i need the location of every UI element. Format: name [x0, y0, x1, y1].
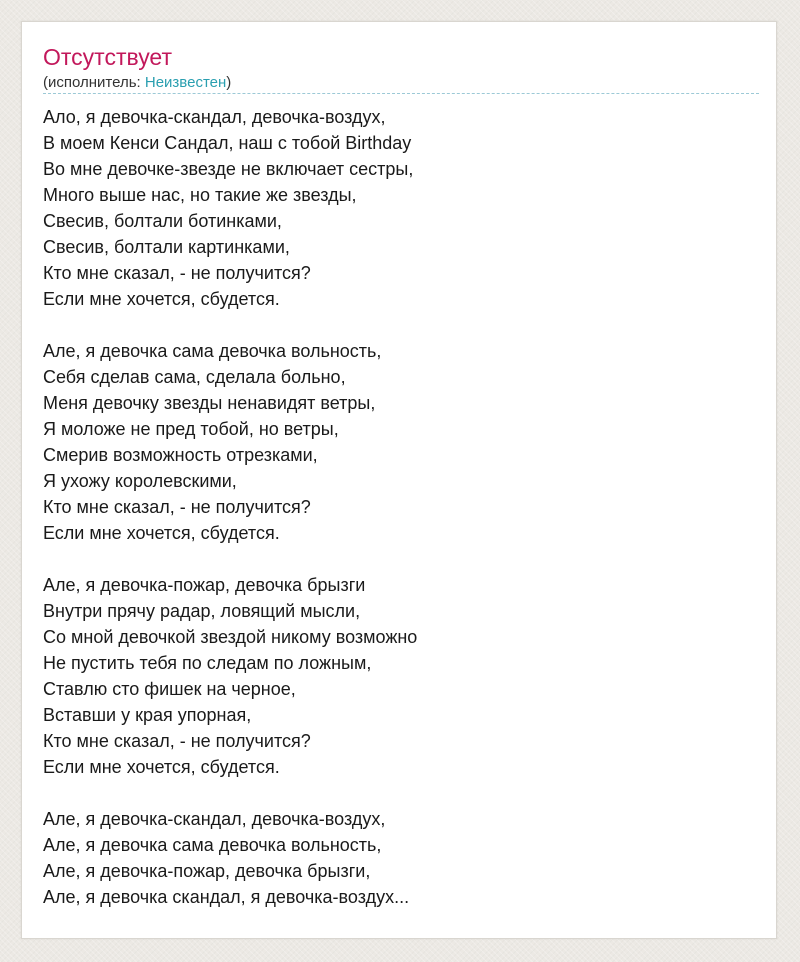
lyric-line: Себя сделав сама, сделала больно,	[43, 367, 346, 387]
lyric-line: Внутри прячу радар, ловящий мысли,	[43, 601, 361, 621]
lyric-line: Свесив, болтали картинками,	[43, 237, 290, 257]
lyric-line: Але, я девочка-скандал, девочка-воздух,	[43, 809, 386, 829]
lyric-line: Ало, я девочка-скандал, девочка-воздух,	[43, 107, 386, 127]
lyric-line: Если мне хочется, сбудется.	[43, 523, 280, 543]
lyric-line: Свесив, болтали ботинками,	[43, 211, 282, 231]
lyric-line: Але, я девочка-пожар, девочка брызги	[43, 575, 366, 595]
title-divider	[43, 93, 759, 94]
stanza-4	[43, 806, 759, 910]
lyric-line: Если мне хочется, сбудется.	[43, 757, 280, 777]
lyric-line: Але, я девочка сама девочка вольность,	[43, 835, 382, 855]
lyric-line: Ставлю сто фишек на черное,	[43, 679, 296, 699]
lyric-line: Если мне хочется, сбудется.	[43, 289, 280, 309]
lyric-line: Смерив возможность отрезками,	[43, 445, 318, 465]
lyric-line: Во мне девочке-звезде не включает сестры,	[43, 159, 414, 179]
lyric-line: Вставши у края упорная,	[43, 705, 252, 725]
lyric-line: Я ухожу королевскими,	[43, 471, 237, 491]
lyrics-card	[21, 21, 777, 939]
lyrics-body	[43, 104, 759, 936]
stanza-1	[43, 104, 759, 312]
artist-prefix: (исполнитель:	[43, 74, 145, 91]
stanza-2	[43, 338, 759, 546]
lyric-line: Я моложе не пред тобой, но ветры,	[43, 419, 339, 439]
song-title: Отсутствует	[43, 44, 172, 70]
lyric-line: Але, я девочка сама девочка вольность,	[43, 341, 382, 361]
lyric-line: Кто мне сказал, - не получится?	[43, 263, 311, 283]
artist-line	[43, 73, 231, 93]
lyric-line: Але, я девочка-пожар, девочка брызги,	[43, 861, 371, 881]
stanza-3	[43, 572, 759, 780]
lyric-line: Со мной девочкой звездой никому возможно	[43, 627, 418, 647]
lyric-line: Не пустить тебя по следам по ложным,	[43, 653, 372, 673]
lyric-line: В моем Кенси Сандал, наш с тобой Birthday	[43, 133, 412, 153]
artist-link[interactable]: Неизвестен	[144, 74, 227, 91]
lyric-line: Кто мне сказал, - не получится?	[43, 731, 311, 751]
lyric-line: Кто мне сказал, - не получится?	[43, 497, 311, 517]
lyric-line: Але, я девочка скандал, я девочка-воздух...	[43, 887, 410, 907]
lyric-line: Меня девочку звезды ненавидят ветры,	[43, 393, 376, 413]
lyric-line: Много выше нас, но такие же звезды,	[43, 185, 357, 205]
artist-suffix: )	[226, 74, 232, 91]
